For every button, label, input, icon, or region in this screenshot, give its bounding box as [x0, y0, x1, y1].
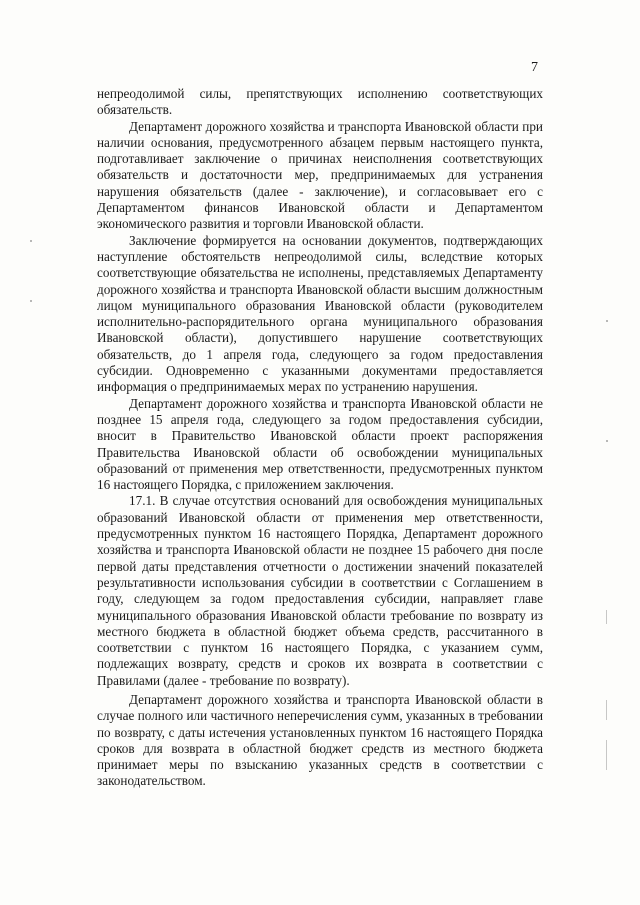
scan-artifact — [606, 610, 607, 624]
page-number: 7 — [531, 60, 538, 75]
scan-artifact — [30, 300, 32, 302]
scan-artifact — [606, 440, 608, 442]
scan-artifact — [606, 700, 607, 720]
scan-artifact — [30, 240, 32, 242]
paragraph: Департамент дорожного хозяйства и транспорта Ивановской области не позднее 15 апреля года, следующего за годом предоставления субсидии, вносит в Правительство Ивановской области проект распоряжения Правительства Ивановской области об освобождении муниципальных образований от применения мер ответственности, предусмотренных пунктом 16 настоящего Порядка, с приложением заключения. — [97, 395, 543, 493]
paragraph-continuation: непреодолимой силы, препятствующих исполнению соответствующих обязательств. — [97, 86, 543, 118]
paragraph: Заключение формируется на основании документов, подтверждающих наступление обстоятельств непреодолимой силы, вследствие которых соответствующие обязательства не исполнены, представляемых Департаменту дорожного хозяйства и транспорта Ивановской области высшим должностным лицом муниципального образования Ивановской области (руководителем исполнительно-распорядительного органа муниципального образования Ивановской области), допустившего нарушение соответствующих обязательств, до 1 апреля года, следующего за годом предоставления субсидии. Одновременно с указанными документами предоставляется информация о предпринимаемых мерах по устранению нарушения. — [97, 232, 543, 395]
paragraph: Департамент дорожного хозяйства и транспорта Ивановской области в случае полного или частичного неперечисления сумм, указанных в требовании по возврату, с даты истечения установленных пунктом 16 настоящего Порядка сроков для возврата в областной бюджет средств из местного бюджета принимает меры по взысканию указанных средств в соответствии с законодательством. — [97, 691, 543, 789]
scan-artifact — [606, 740, 607, 770]
paragraph: Департамент дорожного хозяйства и транспорта Ивановской области при наличии основания, предусмотренного абзацем первым настоящего пункта, подготавливает заключение о причинах неисполнения соответствующих обязательств и достаточности мер, предпринимаемых для устранения нарушения обязательств (далее - заключение), и согласовывает его с Департаментом финансов Ивановской области и Департаментом экономического развития и торговли Ивановской области. — [97, 118, 543, 232]
scan-artifact — [606, 320, 608, 322]
paragraph-17-1: 17.1. В случае отсутствия оснований для освобождения муниципальных образований Ивановской области от применения мер ответственности, предусмотренных пунктом 16 настоящего Порядка, Департамент дорожного хозяйства и транспорта Ивановской области не позднее 15 рабочего дня после первой даты представления отчетности о достижении значений показателей результативности использования субсидии в соответствии с Соглашением в году, следующем за годом предоставления субсидии, направляет главе муниципального образования Ивановской области требование по возврату из местного бюджета в областной бюджет объема средств, рассчитанного в соответствии с пунктом 16 настоящего Порядка, с указанием сумм, подлежащих возврату, средств и сроков их возврата в соответствии с Правилами (далее - требование по возврату). — [97, 493, 543, 688]
document-body — [97, 86, 543, 790]
